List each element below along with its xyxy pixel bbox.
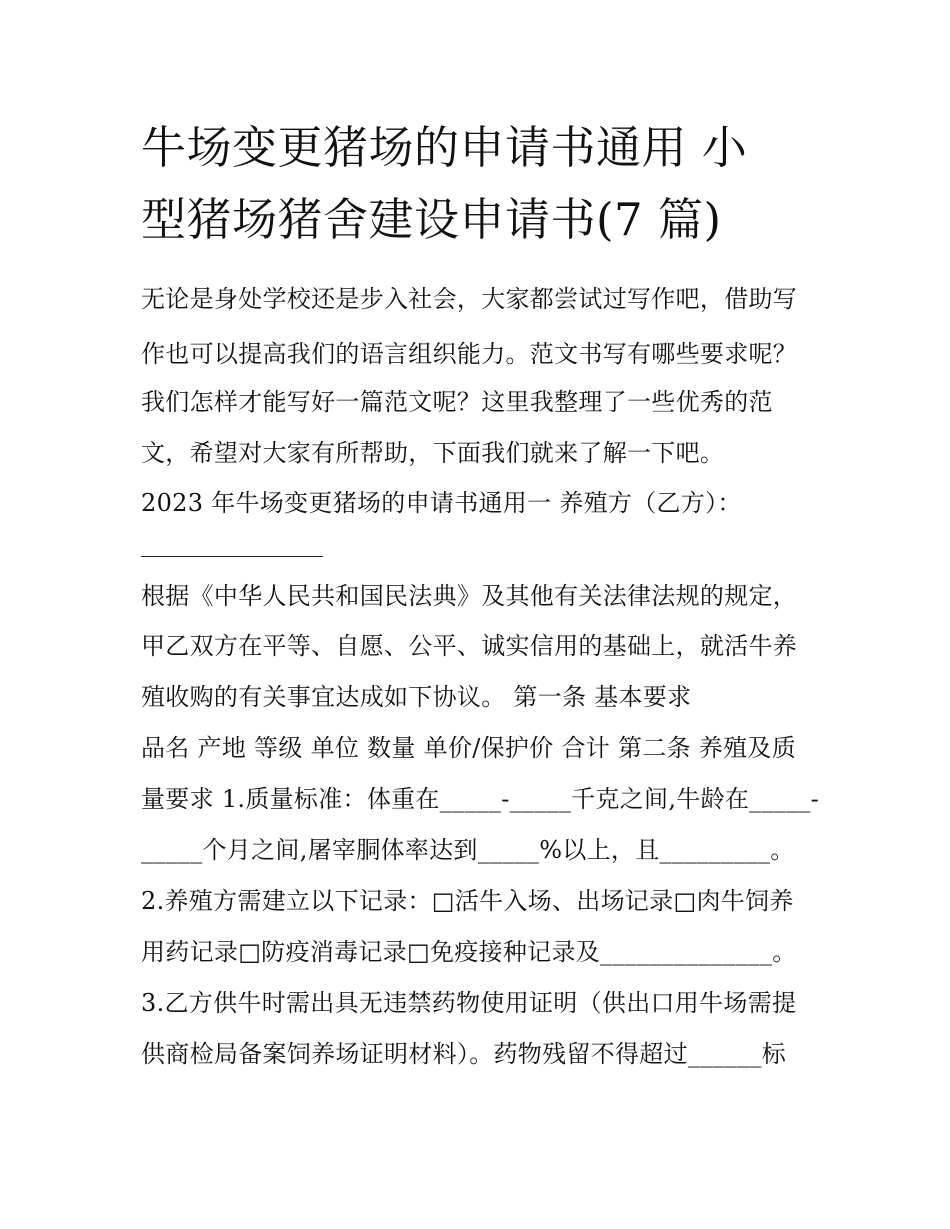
- body-line-6: _____个月之间,屠宰胴体率达到_____%以上，且_________。: [141, 836, 795, 864]
- signature-blank-line: [141, 556, 323, 557]
- intro-line-4: 文，希望对大家有所帮助，下面我们就来了解一下吧。: [141, 439, 725, 467]
- intro-line-1: 无论是身处学校还是步入社会，大家都尝试过写作吧，借助写: [141, 285, 798, 313]
- body-line-8: 用药记录□防疫消毒记录□免疫接种记录及______________。: [141, 938, 797, 966]
- title-line-1: 牛场变更猪场的申请书通用 小: [141, 121, 748, 174]
- title-line-2: 型猪场猪舍建设申请书(7 篇): [141, 193, 722, 246]
- body-line-4: 品名 产地 等级 单位 数量 单价/保护价 合计 第二条 养殖及质: [141, 734, 797, 762]
- body-line-1: 根据《中华人民共和国民法典》及其他有关法律法规的规定，: [141, 582, 798, 610]
- intro-line-3: 我们怎样才能写好一篇范文呢？这里我整理了一些优秀的范: [141, 388, 773, 416]
- body-line-5: 量要求 1.质量标准：体重在_____-_____千克之间,牛龄在_____-: [141, 785, 820, 813]
- body-line-10: 供商检局备案饲养场证明材料）。药物残留不得超过______标: [141, 1040, 786, 1068]
- body-line-3: 殖收购的有关事宜达成如下协议。 第一条 基本要求: [141, 683, 692, 711]
- section-heading: 2023 年牛场变更猪场的申请书通用一 养殖方（乙方）：: [141, 489, 742, 517]
- intro-line-2: 作也可以提高我们的语言组织能力。范文书写有哪些要求呢？: [141, 340, 798, 368]
- body-line-9: 3.乙方供牛时需出具无违禁药物使用证明（供出口用牛场需提: [141, 989, 797, 1017]
- document-title: [141, 112, 821, 256]
- body-line-7: 2.养殖方需建立以下记录：□活牛入场、出场记录□肉牛饲养: [141, 887, 794, 915]
- body-line-2: 甲乙双方在平等、自愿、公平、诚实信用的基础上，就活牛养: [141, 632, 798, 660]
